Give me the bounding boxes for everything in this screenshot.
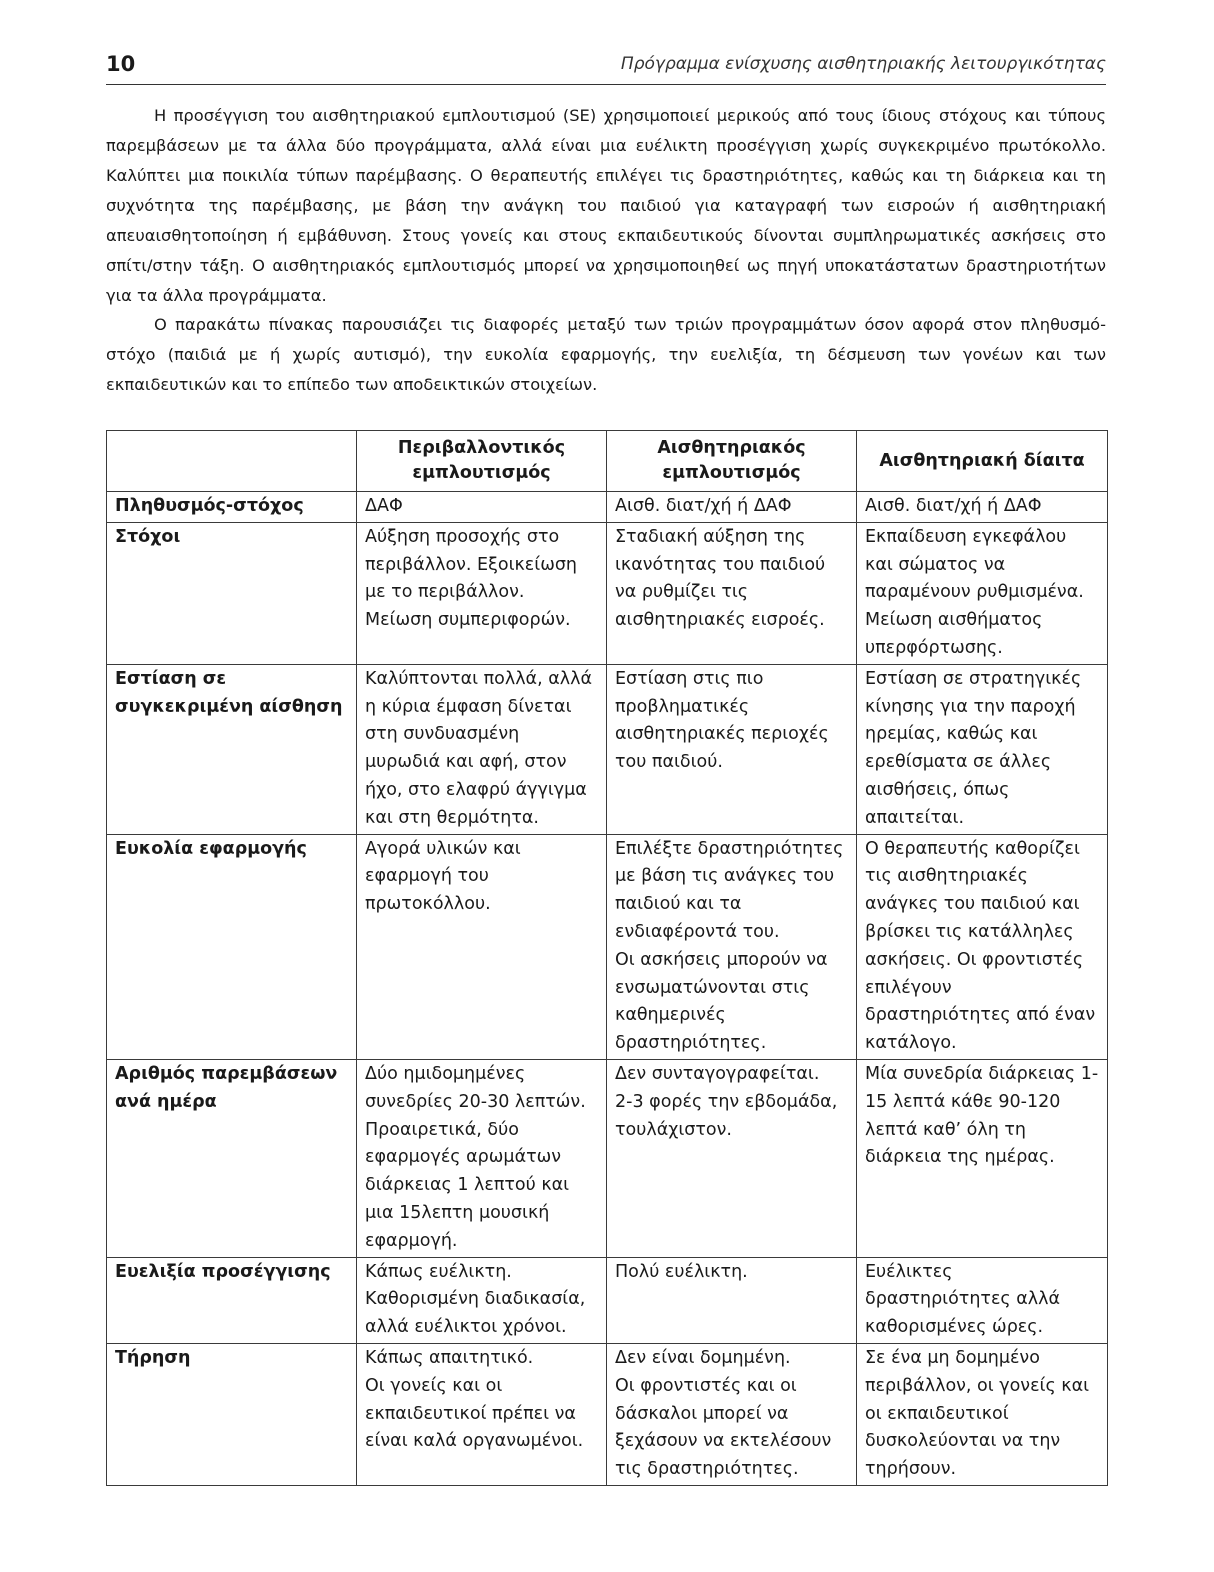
page-number: 10 [106,52,136,76]
table-cell [607,1343,857,1485]
cell-text: ΔΑΦ [365,496,403,516]
cell-text: 2-3 φορές την εβδομάδα, τουλάχιστον. [615,1091,838,1140]
table-row [107,522,1108,664]
cell-text: Δεν συνταγογραφείται. [615,1063,820,1084]
page-header [106,50,1106,85]
cell-text: Οι ασκήσεις μπορούν να ενσωματώνονται στις καθημερινές δραστηριότητες. [615,949,828,1054]
cell-text: Καθορισμένη διαδικασία, αλλά ευέλικτοι χρόνοι. [365,1289,586,1338]
table-cell [607,664,857,834]
cell-text: Μία συνεδρία διάρκειας 1-15 λεπτά κάθε 90-120 λεπτά καθ’ όλη τη διάρκεια της ημέρας. [865,1063,1099,1168]
cell-text: Προαιρετικά, δύο εφαρμογές αρωμάτων διάρκειας 1 λεπτού και μια 15λεπτη μουσική εφαρμογή. [365,1119,570,1251]
table-cell [607,522,857,664]
row-label: Τήρηση [107,1343,357,1485]
cell-text: Δύο ημιδομημένες συνεδρίες 20-30 λεπτών. [365,1063,586,1112]
cell-text: Σε ένα μη δομημένο περιβάλλον, οι γονείς και οι εκπαιδευτικοί δυσκολεύονται να την τηρήσουν. [865,1347,1090,1480]
cell-text: Οι γονείς και οι εκπαιδευτικοί πρέπει να είναι καλά οργανωμένοι. [365,1375,584,1452]
table-cell [857,1059,1108,1257]
table-row [107,1059,1108,1257]
table-row [107,664,1108,834]
row-label: Αριθμός παρεμβάσεων ανά ημέρα [107,1059,357,1257]
comparison-table [106,430,1108,1486]
row-label: Πληθυσμός-στόχος [107,492,357,523]
row-label: Ευελιξία προσέγγισης [107,1257,357,1343]
table-row [107,1257,1108,1343]
cell-text: Πολύ ευέλικτη. [615,1261,748,1282]
table-cell [857,522,1108,664]
body-paragraph: Ο παρακάτω πίνακας παρουσιάζει τις διαφορές μεταξύ των τριών προγραμμάτων όσον αφορά στον πληθυσμό-στόχο (παιδιά με ή χωρίς αυτισμό), την ευκολία εφαρμογής, την ευελιξία, τη δέσμευση των γονέων και των εκπαιδευτικών και το επίπεδο των αποδεικτικών στοιχείων. [106,315,1106,394]
cell-text: Επιλέξτε δραστηριότητες με βάση τις ανάγκες του παιδιού και τα ενδιαφέροντά του. [615,838,844,942]
table-cell [357,492,607,523]
cell-text: Αγορά υλικών και εφαρμογή του πρωτοκόλλου. [365,838,521,915]
cell-text: Αισθ. διατ/χή ή ΔΑΦ [615,496,792,516]
table-cell [857,834,1108,1059]
table-cell [357,522,607,664]
table-cell [857,1257,1108,1343]
cell-text: Καλύπτονται πολλά, αλλά η κύρια έμφαση δίνεται στη συνδυασμένη μυρωδιά και αφή, στον ήχο, στο ελαφρύ άγγιγμα και στη θερμότητα. [365,668,593,828]
cell-text: Οι φροντιστές και οι δάσκαλοι μπορεί να ξεχάσουν να εκτελέσουν τις δραστηριότητες. [615,1375,832,1480]
column-header: Αισθητηριακή δίαιτα [857,431,1108,492]
table-cell [607,1257,857,1343]
table-cell [357,834,607,1059]
column-header: Αισθητηριακός εμπλουτισμός [607,431,857,492]
table-row [107,834,1108,1059]
cell-text: Ευέλικτες δραστηριότητες αλλά καθορισμένες ώρες. [865,1261,1061,1338]
column-header: Περιβαλλοντικός εμπλουτισμός [357,431,607,492]
table-row [107,492,1108,523]
table-cell [607,834,857,1059]
cell-text: Εστίαση στις πιο προβληματικές αισθητηριακές περιοχές του παιδιού. [615,668,829,773]
table-cell [357,1257,607,1343]
cell-text: Αύξηση προσοχής στο περιβάλλον. Εξοικείωση με το περιβάλλον. [365,526,578,603]
row-label: Εστίαση σε συγκεκριμένη αίσθηση [107,664,357,834]
running-title: Πρόγραμμα ενίσχυσης αισθητηριακής λειτουργικότητας [620,54,1106,74]
cell-text: Κάπως απαιτητικό. [365,1347,534,1368]
table-cell [357,664,607,834]
cell-text: Εστίαση σε στρατηγικές κίνησης για την παροχή ηρεμίας, καθώς και ερεθίσματα σε άλλες αισθήσεις, όπως απαιτείται. [865,668,1082,828]
table-header-row [107,431,1108,492]
table-cell [607,492,857,523]
table-cell [857,664,1108,834]
column-header [107,431,357,492]
row-label: Στόχοι [107,522,357,664]
table-row [107,1343,1108,1485]
body-paragraph: Η προσέγγιση του αισθητηριακού εμπλουτισμού (SE) χρησιμοποιεί μερικούς από τους ίδιους στόχους και τύπους παρεμβάσεων με τα άλλα δύο προγράμματα, αλλά είναι μια ευέλικτη προσέγγιση χωρίς συγκεκριμένο πρωτόκολλο. Καλύπτει μια ποικιλία τύπων παρέμβασης. Ο θεραπευτής επιλέγει τις δραστηριότητες, καθώς και τη διάρκεια και τη συχνότητα της παρέμβασης, με βάση την ανάγκη του παιδιού για καταγραφή των εισροών ή αισθητηριακή απευαισθητοποίηση ή εμβάθυνση. Στους γονείς και στους εκπαιδευτικούς δίνονται συμπληρωματικές ασκήσεις στο σπίτι/στην τάξη. Ο αισθητηριακός εμπλουτισμός μπορεί να χρησιμοποιηθεί ως πηγή υποκατάστατων δραστηριοτήτων για τα άλλα προγράμματα. [106,106,1106,305]
cell-text: Κάπως ευέλικτη. [365,1261,512,1282]
table-cell [857,492,1108,523]
cell-text: Εκπαίδευση εγκεφάλου και σώματος να παραμένουν ρυθμισμένα. [865,526,1084,603]
row-label: Ευκολία εφαρμογής [107,834,357,1059]
table-cell [357,1059,607,1257]
cell-text: Μείωση αισθήματος υπερφόρτωσης. [865,610,1043,658]
cell-text: Μείωση συμπεριφορών. [365,610,571,631]
cell-text: Ο θεραπευτής καθορίζει τις αισθητηριακές ανάγκες του παιδιού και βρίσκει τις κατάλληλες ασκήσεις. Οι φροντιστές επιλέγουν δραστηριότητες από έναν κατάλογο. [865,838,1096,1054]
table-cell [857,1343,1108,1485]
table-cell [357,1343,607,1485]
cell-text: Σταδιακή αύξηση της ικανότητας του παιδιού να ρυθμίζει τις αισθητηριακές εισροές. [615,526,826,631]
table-cell [607,1059,857,1257]
cell-text: Αισθ. διατ/χή ή ΔΑΦ [865,496,1042,516]
cell-text: Δεν είναι δομημένη. [615,1347,791,1368]
